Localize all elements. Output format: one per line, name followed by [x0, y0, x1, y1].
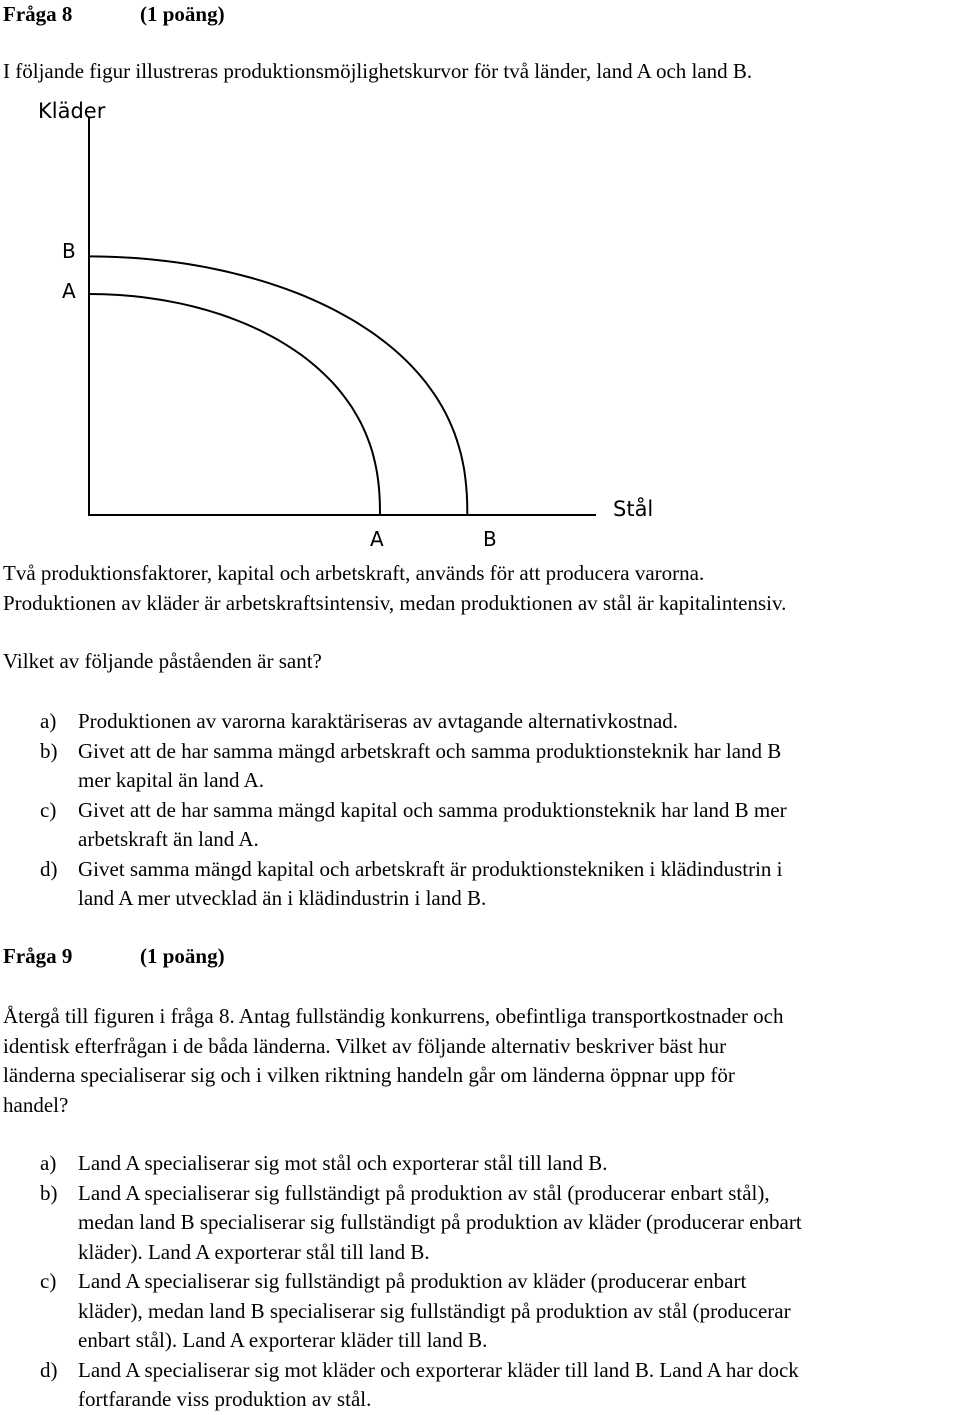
x-label-b: B	[483, 527, 497, 551]
option-label: d)	[40, 856, 58, 881]
q9-title: Fråga 9	[3, 944, 73, 968]
y-label-a: A	[62, 279, 76, 303]
q9-option-d	[40, 1356, 960, 1415]
q9-option-c	[40, 1267, 960, 1356]
q8-question: Vilket av följande påståenden är sant?	[3, 649, 322, 673]
ppf-curve-a	[89, 294, 380, 515]
x-label-a: A	[370, 527, 384, 551]
option-line: Land A specialiserar sig mot stål och exporterar stål till land B.	[78, 1151, 608, 1175]
option-line: land A mer utvecklad än i klädindustrin i land B.	[78, 886, 487, 910]
q9-options	[40, 1149, 960, 1415]
q9-text-line: länderna specialiserar sig och i vilken riktning handeln går om länderna öppnar upp för	[3, 1063, 735, 1087]
y-label-b: B	[62, 239, 76, 263]
option-line: Givet att de har samma mängd arbetskraft och samma produktionsteknik har land B	[78, 738, 782, 763]
q9-text	[3, 1002, 784, 1120]
q9-points: (1 poäng)	[140, 944, 225, 968]
q8-options	[40, 707, 960, 914]
ppf-curve-b	[89, 256, 467, 515]
option-label: c)	[40, 797, 57, 822]
q8-option-a	[40, 707, 960, 737]
q9-option-a	[40, 1149, 960, 1179]
option-line: mer kapital än land A.	[78, 768, 265, 792]
q8-option-b	[40, 737, 960, 796]
q8-intro: I följande figur illustreras produktionsmöjlighetskurvor för två länder, land A och land B.	[3, 59, 753, 83]
option-line: kläder). Land A exporterar stål till land B.	[78, 1239, 430, 1264]
option-label: d)	[40, 1357, 58, 1382]
option-line: Produktionen av varorna karaktäriseras av avtagande alternativkostnad.	[78, 709, 679, 733]
option-line: Land A specialiserar sig fullständigt på produktion av kläder (producerar enbart	[78, 1269, 747, 1293]
q8-option-c	[40, 796, 960, 855]
q8-points: (1 poäng)	[140, 2, 225, 26]
option-line: Land A specialiserar sig fullständigt på produktion av stål (producerar enbart stål),	[78, 1180, 770, 1205]
q8-text-2: Produktionen av kläder är arbetskraftsintensiv, medan produktionen av stål är kapitalintensiv.	[3, 591, 787, 615]
q8-option-d	[40, 855, 960, 914]
option-line: arbetskraft än land A.	[78, 827, 259, 851]
option-line: medan land B specialiserar sig fullständigt på produktion av kläder (producerar enbart	[78, 1210, 802, 1234]
option-label: a)	[40, 1151, 57, 1175]
q8-text-1: Två produktionsfaktorer, kapital och arbetskraft, används för att producera varorna.	[3, 561, 705, 585]
option-label: a)	[40, 709, 57, 733]
q9-text-line: Återgå till figuren i fråga 8. Antag fullständig konkurrens, obefintliga transportkostnader och	[3, 1004, 784, 1028]
option-line: Land A specialiserar sig mot kläder och exporterar kläder till land B. Land A har dock	[78, 1357, 799, 1382]
q9-option-b	[40, 1179, 960, 1268]
ppf-figure	[0, 95, 700, 555]
option-label: b)	[40, 1180, 58, 1205]
q9-text-line: handel?	[3, 1092, 69, 1117]
option-line: Givet samma mängd kapital och arbetskraft är produktionstekniken i klädindustrin i	[78, 856, 783, 881]
option-label: c)	[40, 1269, 57, 1293]
option-line: Givet att de har samma mängd kapital och samma produktionsteknik har land B mer	[78, 797, 787, 822]
option-line: kläder), medan land B specialiserar sig fullständigt på produktion av stål (producerar	[78, 1298, 791, 1323]
option-line: enbart stål). Land A exporterar kläder till land B.	[78, 1328, 488, 1352]
q8-title: Fråga 8	[3, 2, 73, 26]
q9-text-line: identisk efterfrågan i de båda länderna. Vilket av följande alternativ beskriver bäst hur	[3, 1033, 727, 1058]
option-label: b)	[40, 738, 58, 763]
option-line: fortfarande viss produktion av stål.	[78, 1387, 372, 1411]
x-axis-label: Stål	[613, 497, 654, 521]
y-axis-label: Kläder	[38, 99, 106, 123]
